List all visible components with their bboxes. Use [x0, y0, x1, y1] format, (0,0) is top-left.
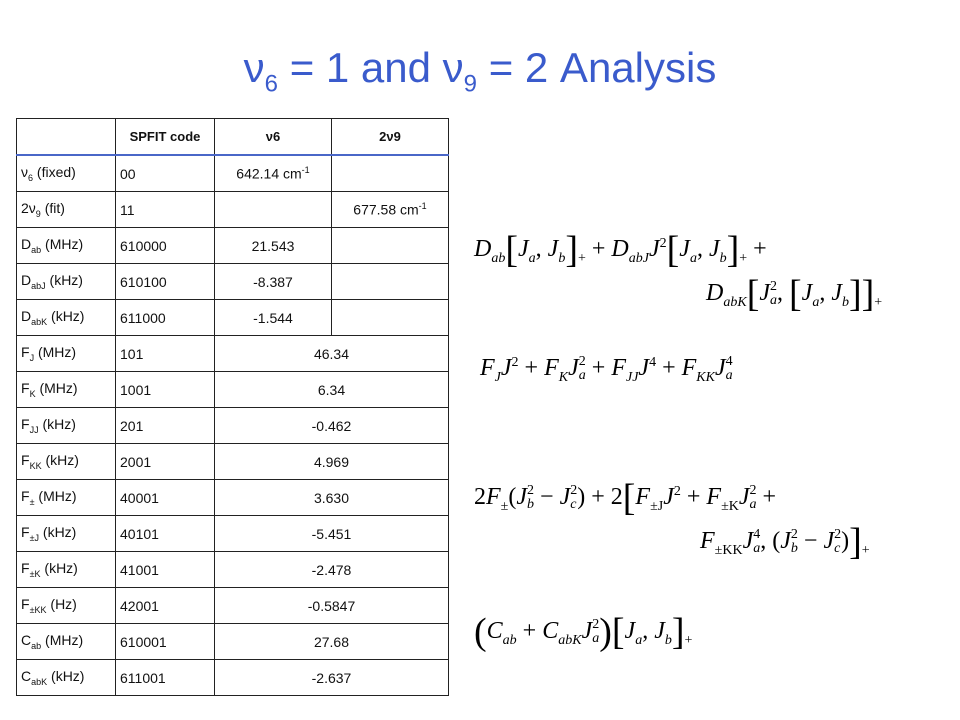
table-row [17, 444, 449, 480]
parameter-table [16, 118, 449, 696]
shared-value-cell: -2.478 [215, 552, 449, 588]
spfit-code-cell: 610001 [116, 624, 215, 660]
spfit-code-cell: 40001 [116, 480, 215, 516]
shared-value-cell: 27.68 [215, 624, 449, 660]
parameter-label: $F_{\pm J}$ (kHz) [17, 516, 116, 552]
nu6-value-cell: -1.544 [215, 300, 332, 336]
nu6-value-cell: 21.543 [215, 228, 332, 264]
parameter-label: $C_{abK}$ (kHz) [17, 660, 116, 696]
shared-value-cell: 46.34 [215, 336, 449, 372]
table-row [17, 516, 449, 552]
table-row [17, 192, 449, 228]
shared-value-cell: 6.34 [215, 372, 449, 408]
shared-value-cell: -5.451 [215, 516, 449, 552]
equation-cab: ($C_{ab} + C_{abK}J$ 2 a )[$J_a$, $J_b]_+$ [474, 611, 693, 653]
table-row [17, 300, 449, 336]
table-row [17, 155, 449, 192]
equation-fpm: $2F_\pm(J$ 2 b − J 2 c ) + $2[F_{\pm J}J^2 + F_{\pm K}J$ 2 a + [474, 477, 777, 519]
spfit-code-cell: 610100 [116, 264, 215, 300]
shared-value-cell: -0.462 [215, 408, 449, 444]
table-row [17, 624, 449, 660]
parameter-label: $F_{JJ}$ (kHz) [17, 408, 116, 444]
nu6-value-cell: -8.387 [215, 264, 332, 300]
table-header-row [17, 119, 449, 156]
shared-value-cell: -2.637 [215, 660, 449, 696]
parameter-label: $F_{KK}$ (kHz) [17, 444, 116, 480]
header-blank [17, 119, 116, 156]
spfit-code-cell: 42001 [116, 588, 215, 624]
header-spfit-code: SPFIT code [116, 119, 215, 156]
parameter-label: $F_K$ (MHz) [17, 372, 116, 408]
parameter-label: $D_{abK}$ (kHz) [17, 300, 116, 336]
table-row [17, 372, 449, 408]
spfit-code-cell: 00 [116, 155, 215, 192]
header-2nu9: 2ν9 [332, 119, 449, 156]
table-row [17, 228, 449, 264]
equation-fpmkk: $F_{\pm KK}J$ 4 a , (J 2 b − J 2 c )]$_+$ [700, 521, 870, 563]
2nu9-value-cell: 677.58 $cm^{-1}$ [332, 192, 449, 228]
parameter-label: $D_{abJ}$ (kHz) [17, 264, 116, 300]
shared-value-cell: 4.969 [215, 444, 449, 480]
spfit-code-cell: 11 [116, 192, 215, 228]
spfit-code-cell: 2001 [116, 444, 215, 480]
table-row [17, 336, 449, 372]
table-row [17, 408, 449, 444]
parameter-label: $2\nu_9$ (fit) [17, 192, 116, 228]
parameter-label: $C_{ab}$ (MHz) [17, 624, 116, 660]
2nu9-value-cell [332, 228, 449, 264]
shared-value-cell: -0.5847 [215, 588, 449, 624]
spfit-code-cell: 41001 [116, 552, 215, 588]
nu6-value-cell: 642.14 $cm^{-1}$ [215, 155, 332, 192]
parameter-label: $F_J$ (MHz) [17, 336, 116, 372]
table-row [17, 480, 449, 516]
table-row [17, 552, 449, 588]
2nu9-value-cell [332, 300, 449, 336]
spfit-code-cell: 611001 [116, 660, 215, 696]
table-row [17, 660, 449, 696]
parameter-label: $D_{ab}$ (MHz) [17, 228, 116, 264]
slide-title: $\nu_6 = 1$ and $\nu_9 = 2$ Analysis [243, 44, 717, 98]
spfit-code-cell: 101 [116, 336, 215, 372]
spfit-code-cell: 610000 [116, 228, 215, 264]
2nu9-value-cell [332, 155, 449, 192]
shared-value-cell: 3.630 [215, 480, 449, 516]
table-row [17, 588, 449, 624]
equation-fj-fk: $F_JJ^2 + F_KJ$ 2 a + $F_{JJ}J^4 + F_{KK}J$ 4 a [480, 354, 733, 385]
header-nu6: ν6 [215, 119, 332, 156]
parameter-label: $\nu_6$ (fixed) [17, 155, 116, 192]
spfit-code-cell: 201 [116, 408, 215, 444]
parameter-label: $F_\pm$ (MHz) [17, 480, 116, 516]
nu6-value-cell [215, 192, 332, 228]
spfit-code-cell: 40101 [116, 516, 215, 552]
parameter-label: $F_{\pm K}$ (kHz) [17, 552, 116, 588]
equation-dab: $D_{ab}[J_a$, $J_b]_+ + D_{abJ}J^2[J_a$, $J_b]_+$ + [474, 229, 767, 271]
parameter-label: $F_{\pm KK}$ (Hz) [17, 588, 116, 624]
spfit-code-cell: 611000 [116, 300, 215, 336]
equation-dabk: $D_{abK}[J$ 2 a , [$J_a$, $J_b]]_+$ [706, 273, 883, 315]
table-row [17, 264, 449, 300]
spfit-code-cell: 1001 [116, 372, 215, 408]
2nu9-value-cell [332, 264, 449, 300]
